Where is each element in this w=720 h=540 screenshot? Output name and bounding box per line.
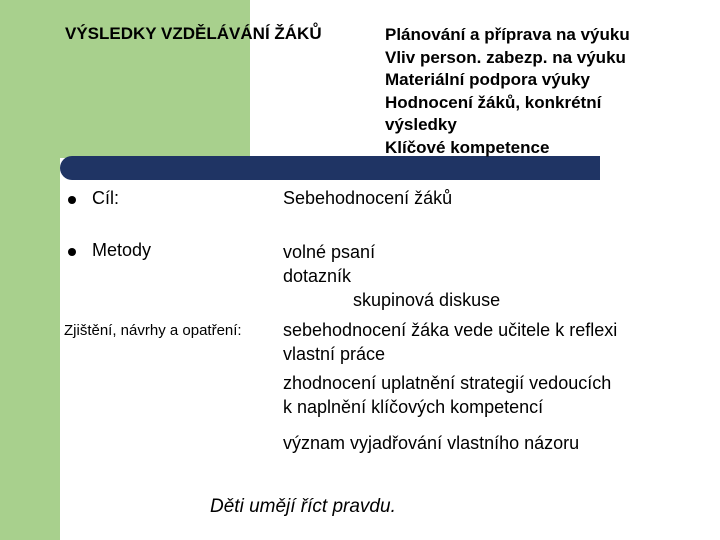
bullet-icon <box>68 196 76 204</box>
divider-bar <box>60 156 600 180</box>
finding-item: význam vyjadřování vlastního názoru <box>283 433 580 453</box>
findings-label: Zjištění, návrhy a opatření: <box>64 322 242 339</box>
methods-label: Metody <box>92 240 152 260</box>
methods-list <box>283 240 500 312</box>
slide-title: VÝSLEDKY VZDĚLÁVÁNÍ ŽÁKŮ <box>65 24 322 43</box>
topic-item: výsledky <box>385 115 457 134</box>
topic-item: Klíčové kompetence <box>385 137 550 157</box>
topic-item: Hodnocení žáků, konkrétní <box>385 92 602 112</box>
bullet-icon <box>68 248 76 256</box>
method-item: skupinová diskuse <box>353 290 501 310</box>
finding-item: sebehodnocení žáka vede učitele k reflexi <box>283 320 618 340</box>
goal-label: Cíl: <box>92 188 119 208</box>
finding-item: vlastní práce <box>283 344 386 364</box>
topic-item: Vliv person. zabezp. na výuku <box>385 47 626 67</box>
topic-list <box>377 24 630 159</box>
closing-statement: Děti umějí říct pravdu. <box>210 496 396 517</box>
findings-list <box>283 318 683 455</box>
method-item: volné psaní <box>283 242 376 262</box>
left-accent-band <box>0 0 60 540</box>
method-item: dotazník <box>283 266 352 286</box>
finding-item: zhodnocení uplatnění strategií vedoucích <box>283 373 612 393</box>
goal-value: Sebehodnocení žáků <box>283 188 453 208</box>
finding-item: k naplnění klíčových kompetencí <box>283 397 544 417</box>
topic-item: Materiální podpora výuky <box>385 70 590 89</box>
topic-item: Plánování a příprava na výuku <box>385 25 630 44</box>
